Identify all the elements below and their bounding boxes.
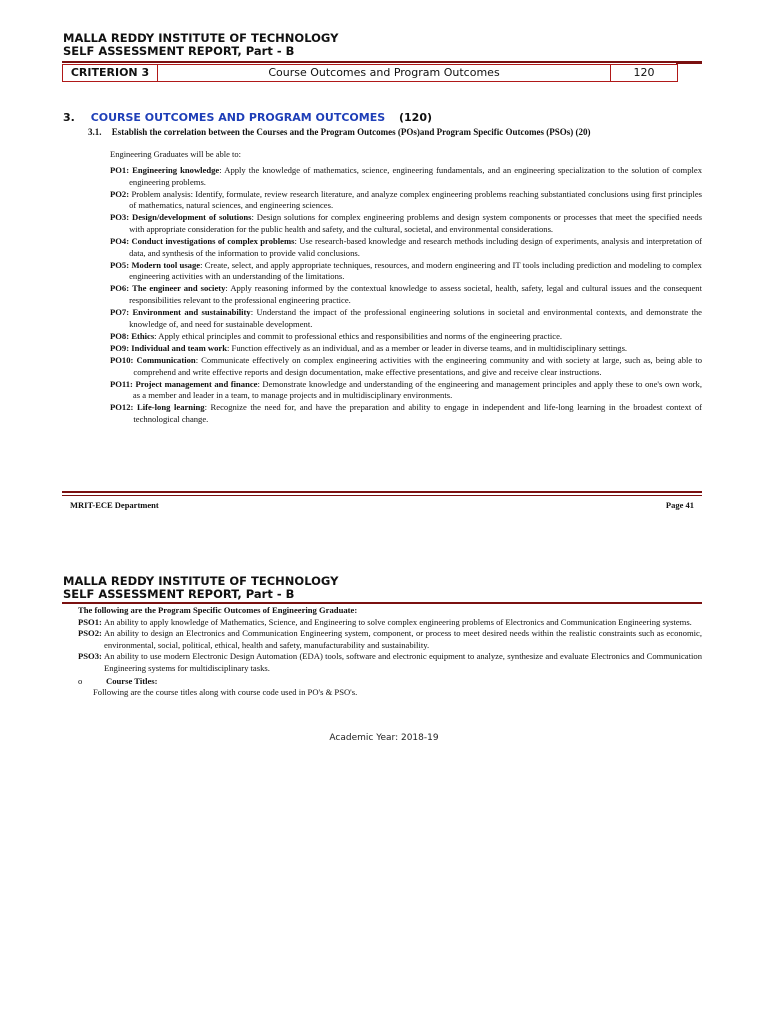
report-title-page2: SELF ASSESSMENT REPORT, Part - B [63, 587, 295, 601]
header-rule [62, 61, 702, 63]
academic-year: Academic Year: 2018-19 [329, 733, 439, 743]
po-title: The engineer and society [132, 283, 226, 294]
po-code: PO6: [110, 283, 130, 294]
list-item [78, 651, 702, 674]
po-text: : Communicate effectively on complex engineering activities with the engineering community and with society at large, such as, being able to comprehend and write effective reports and design documentation, make effective presentations, and give and receive clear instructions. [133, 355, 702, 377]
list-item [110, 212, 702, 235]
list-item [110, 343, 702, 355]
header-rule-page2 [62, 602, 702, 604]
po-title: Communication [136, 355, 196, 365]
program-specific-outcomes [78, 605, 702, 699]
pso-text: An ability to use modern Electronic Design Automation (EDA) tools, software and electronic equipment to analyze, synthesize and evaluate Electronics and Communication Engineering systems for multidisciplinary tasks. [104, 651, 702, 673]
po-text: : Use research-based knowledge and research methods including design of experiments, analysis and interpretation of data, and synthesis of the information to provide valid conclusions. [129, 236, 702, 258]
po-code: PO11: [110, 378, 133, 389]
po-code: PO1: [110, 165, 130, 175]
po-text: : Understand the impact of the professional engineering solutions in societal and environmental contexts, and demonstrate the knowledge of, and need for sustainable development. [129, 307, 702, 329]
institute-name-page2: MALLA REDDY INSTITUTE OF TECHNOLOGY [63, 574, 339, 588]
report-title: SELF ASSESSMENT REPORT, Part - B [63, 44, 295, 58]
course-titles-note: Following are the course titles along with course code used in PO's & PSO's. [93, 687, 358, 698]
intro-text: Engineering Graduates will be able to: [110, 149, 241, 159]
subsection-number: 3.1. [88, 127, 102, 137]
po-code: PO12: [110, 402, 134, 413]
list-item [110, 283, 702, 306]
criterion-rule-extension [676, 62, 702, 64]
list-item [110, 355, 702, 378]
footer-rule [62, 491, 702, 496]
po-title: Modern tool usage [131, 259, 201, 270]
list-item [110, 260, 702, 283]
course-titles-label: Course Titles: [106, 675, 158, 686]
list-item [78, 617, 702, 629]
bullet-icon: o [78, 675, 83, 686]
po-title: Ethics [131, 330, 155, 341]
list-item [110, 307, 702, 330]
footer-page-number: Page 41 [665, 500, 694, 510]
pso-text: An ability to design an Electronics and Communication Engineering system, component, or process to meet desired needs within the realistic constraints such as economic, environmental, social, political, ethical, health and safety, manufacturability and sustainability. [104, 628, 702, 650]
footer-department: MRIT-ECE Department [70, 500, 159, 510]
po-title: Project management and finance [135, 378, 258, 389]
po-text: : Function effectively as an individual, and as a member or leader in diverse teams, and in multidisciplinary settings. [227, 342, 628, 353]
subsection-text: Establish the correlation between the Courses and the Program Outcomes (POs)and Program Specific Outcomes (PSOs) (20) [111, 127, 591, 137]
po-text: : Apply reasoning informed by the contextual knowledge to assess societal, health, safety, legal and cultural issues and the consequent responsibilities relevant to the professional engineering practice. [129, 283, 702, 306]
section-number: 3. [63, 111, 75, 124]
page-footer [70, 500, 694, 510]
list-item [110, 402, 702, 425]
pso-text: An ability to apply knowledge of Mathematics, Science, and Engineering to solve complex engineering problems of Electronics and Communication Engineering systems. [104, 616, 692, 627]
po-code: PO8: [110, 330, 130, 341]
po-text: : Recognize the need for, and have the preparation and ability to engage in independent and life-long learning in the broadest context of technological change. [133, 402, 703, 424]
list-item [78, 628, 702, 651]
criterion-title: Course Outcomes and Program Outcomes [158, 65, 611, 81]
list-item [110, 236, 702, 259]
list-item [110, 331, 702, 343]
po-code: PO7: [110, 307, 130, 318]
section-title: COURSE OUTCOMES AND PROGRAM OUTCOMES [90, 111, 386, 124]
po-text: : Demonstrate knowledge and understanding of the engineering and management principles and apply these to one's own work, as a member and leader in a team, to manage projects and in multidisciplinary environments. [132, 378, 702, 401]
po-code: PO3: [110, 212, 130, 223]
po-text: : Apply the knowledge of mathematics, science, engineering fundamentals, and an engineering specialization to the solution of complex engineering problems. [129, 165, 703, 187]
pso-code: PSO3: [78, 651, 102, 662]
institute-name: MALLA REDDY INSTITUTE OF TECHNOLOGY [63, 31, 339, 45]
course-titles-heading [78, 676, 702, 688]
criterion-table [62, 64, 678, 82]
list-item [110, 165, 702, 188]
po-title: Design/development of solutions [132, 212, 252, 223]
po-code: PO9: [110, 342, 130, 353]
subsection-heading [88, 127, 590, 137]
po-title: Environment and sustainability [132, 307, 251, 318]
po-code: PO5: [110, 259, 130, 270]
pso-code: PSO1: [78, 616, 102, 627]
po-text: : Create, select, and apply appropriate techniques, resources, and modern engineering and IT tools including prediction and modeling to complex engineering activities with an understanding of the limitations. [129, 259, 702, 282]
program-outcomes-list [110, 165, 702, 426]
section-heading [63, 111, 432, 124]
criterion-label: CRITERION 3 [63, 65, 158, 81]
section-marks: (120) [399, 111, 433, 124]
po-code: PO10: [110, 355, 134, 365]
po-title: Engineering knowledge [132, 165, 220, 175]
po-code: PO2: [110, 188, 130, 199]
pso-intro: The following are the Program Specific Outcomes of Engineering Graduate: [78, 605, 358, 615]
list-item [110, 189, 702, 212]
po-text: : Design solutions for complex engineering problems and design system components or processes that meet the specified needs with appropriate consideration for the public health and safety, and the cultural, societal, and environmental considerations. [129, 212, 702, 234]
list-item [110, 379, 702, 402]
po-title: Conduct investigations of complex problems [131, 236, 295, 247]
pso-code: PSO2: [78, 628, 102, 639]
po-title: Life-long learning [136, 402, 205, 413]
po-text: Problem analysis: Identify, formulate, review research literature, and analyze complex engineering problems reaching substantiated conclusions using first principles of mathematics, natural sciences, and engineering sciences. [129, 188, 702, 211]
criterion-marks: 120 [633, 66, 655, 79]
po-code: PO4: [110, 236, 130, 247]
po-text: : Apply ethical principles and commit to professional ethics and responsibilities and norms of the engineering practice. [154, 330, 563, 341]
po-title: Individual and team work [131, 342, 227, 353]
